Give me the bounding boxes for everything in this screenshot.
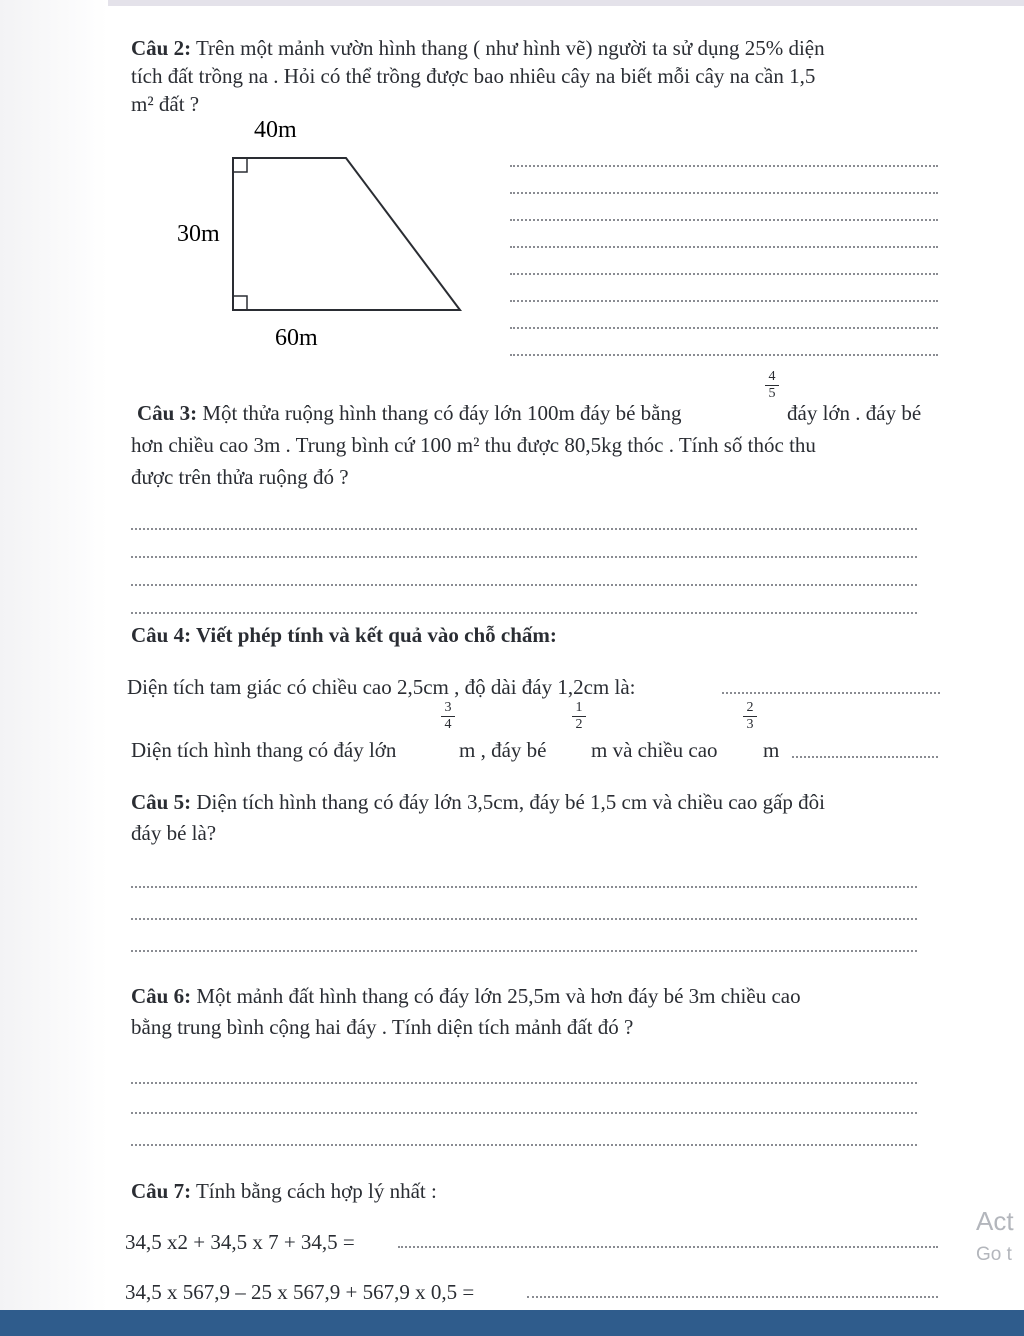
q2-line2: tích đất trồng na . Hỏi có thể trồng được bao nhiêu cây na biết mỗi cây na cần 1,5 [131, 64, 816, 88]
q7-label: Câu 7: [131, 1179, 192, 1203]
q7-expression-1: 34,5 x2 + 34,5 x 7 + 34,5 = [125, 1230, 355, 1254]
q4-fraction-2-3: $\frac{2}{3}$ [743, 700, 757, 733]
trapezoid-figure [170, 110, 480, 360]
answer-line [510, 300, 938, 302]
q7-heading: Câu 7: Tính bằng cách hợp lý nhất : [131, 1179, 437, 1203]
q4-item2c: m và chiều cao [591, 738, 718, 762]
taskbar-strip [0, 1310, 1024, 1336]
q4-fraction-1-2: $\frac{1}{2}$ [572, 700, 586, 733]
q7-expression-2: 34,5 x 567,9 – 25 x 567,9 + 567,9 x 0,5 = [125, 1280, 475, 1304]
q3-label: Câu 3: [137, 401, 198, 425]
answer-line [131, 584, 917, 586]
q4-heading: Câu 4: Viết phép tính và kết quả vào chỗ chấm: [131, 623, 557, 647]
q6-line2: bằng trung bình cộng hai đáy . Tính diện tích mảnh đất đó ? [131, 1015, 634, 1039]
answer-line [131, 556, 917, 558]
answer-line [722, 692, 940, 694]
q3-fraction: $\frac{4}{5}$ [765, 369, 779, 402]
answer-line [510, 273, 938, 275]
right-angle-top [233, 158, 247, 172]
q2-label: Câu 2: [131, 36, 192, 60]
q6-label: Câu 6: [131, 984, 192, 1008]
answer-line [510, 354, 938, 356]
q5-line2: đáy bé là? [131, 821, 217, 845]
q4-fraction-3-4: $\frac{3}{4}$ [441, 700, 455, 733]
q4-item2b: m , đáy bé [459, 738, 547, 762]
answer-line [131, 612, 917, 614]
label-top-40m: 40m [254, 117, 297, 143]
label-side-30m: 30m [177, 221, 220, 247]
answer-line [131, 528, 917, 530]
answer-line [131, 1082, 917, 1084]
answer-line [510, 165, 938, 167]
trapezoid-shape [233, 158, 460, 310]
answer-line [131, 1144, 917, 1146]
page-margin-shade [0, 0, 108, 1310]
q5-label: Câu 5: [131, 790, 192, 814]
label-bottom-60m: 60m [275, 325, 318, 351]
q3-line2: hơn chiều cao 3m . Trung bình cứ 100 m² thu được 80,5kg thóc . Tính số thóc thu [131, 433, 816, 457]
answer-line [510, 246, 938, 248]
answer-line [131, 1112, 917, 1114]
q2-line1: Câu 2: Trên một mảnh vườn hình thang ( như hình vẽ) người ta sử dụng 25% diện [131, 36, 825, 60]
q6-line1: Câu 6: Một mảnh đất hình thang có đáy lớn 25,5m và hơn đáy bé 3m chiều cao [131, 984, 801, 1008]
q5-line1: Câu 5: Diện tích hình thang có đáy lớn 3,5cm, đáy bé 1,5 cm và chiều cao gấp đôi [131, 790, 826, 814]
q4-label: Câu 4: [131, 623, 192, 647]
q4-item1: Diện tích tam giác có chiều cao 2,5cm , độ dài đáy 1,2cm là: [127, 675, 636, 699]
answer-line [510, 327, 938, 329]
answer-line [131, 886, 917, 888]
answer-line [510, 192, 938, 194]
q3-line1b: đáy lớn . đáy bé [787, 401, 922, 425]
answer-line [527, 1296, 938, 1298]
answer-line [792, 756, 938, 758]
activation-watermark-sub: Go t [976, 1244, 1012, 1265]
answer-line [510, 219, 938, 221]
answer-line [131, 918, 917, 920]
answer-line [398, 1246, 938, 1248]
q4-item2d: m [763, 738, 780, 762]
right-angle-bottom [233, 296, 247, 310]
activation-watermark: Act [976, 1206, 1014, 1236]
top-border [0, 0, 1024, 6]
q2-line3: m² đất ? [131, 92, 200, 116]
q3-line1a: Câu 3: Một thửa ruộng hình thang có đáy lớn 100m đáy bé bằng [137, 401, 682, 425]
q4-item2a: Diện tích hình thang có đáy lớn [131, 738, 397, 762]
q3-line3: được trên thửa ruộng đó ? [131, 465, 349, 489]
answer-line [131, 950, 917, 952]
